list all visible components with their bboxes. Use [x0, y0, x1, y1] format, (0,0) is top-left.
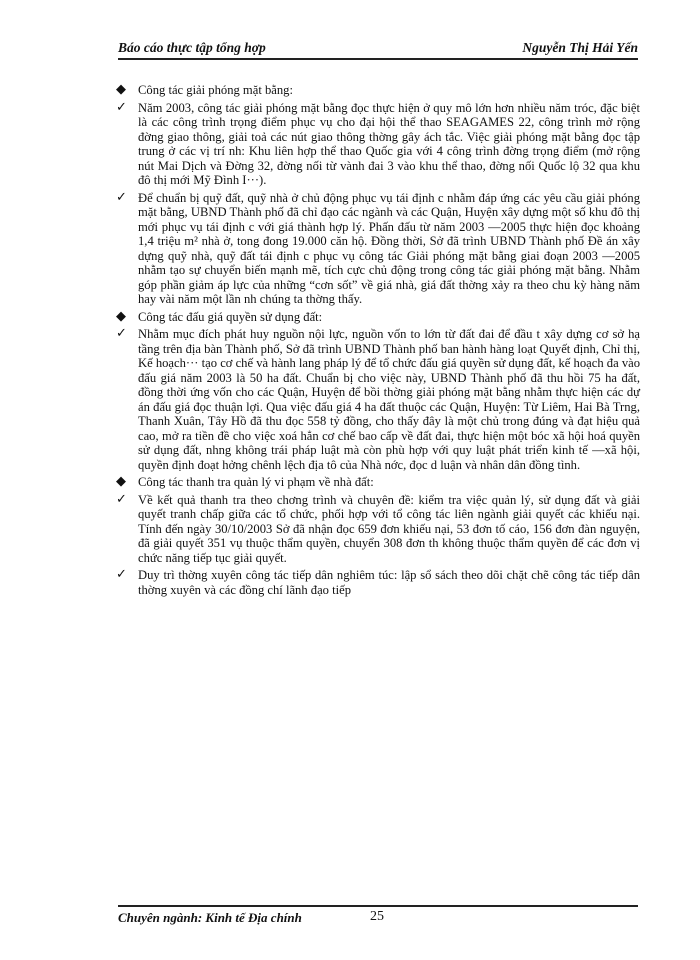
paragraph — [116, 568, 640, 597]
header-report-title: Báo cáo thực tập tổng hợp — [118, 40, 266, 55]
page-number: 25 — [370, 909, 384, 924]
footer-major: Chuyên ngành: Kinh tế Địa chính — [118, 910, 302, 925]
checkmark-icon: ✓ — [116, 326, 127, 341]
heading-text: Công tác đấu giá quyền sử dụng đất: — [138, 309, 323, 324]
diamond-bullet-icon: ◆ — [116, 474, 126, 489]
checkmark-icon: ✓ — [116, 189, 127, 205]
heading-text: Công tác giải phóng mặt bằng: — [138, 83, 293, 97]
checkmark-icon: ✓ — [116, 99, 127, 115]
section-heading — [116, 83, 640, 98]
paragraph — [116, 327, 640, 472]
document-body — [116, 83, 640, 600]
diamond-bullet-icon: ◆ — [116, 82, 126, 97]
paragraph — [116, 191, 640, 307]
paragraph-text: Nhằm mục đích phát huy nguồn nội lực, nguồn vốn to lớn từ đất đai để đầu t xây dựng cơ sở hạ tầng trên địa bàn Thành phố, Sở đã trình UBND Thành phố ban hành hàng loạt Quyết định, Chỉ thị, Kế hoạch··· tạo cơ chế và hành lang pháp lý để tổ chức đấu giá quyền sử dụng đất, kế hoạch đa vào đấu giá năm 2003 là 50 ha đất. Chuẩn bị cho việc này, UBND Thành phố đã thu hồi 75 ha đất, đồng thời ứng vốn cho các Quận, Huyện để bồi thờng giải phóng mặt bằng nhằm thực hiện các dự án đấu giá đọc thuận lợi. Qua việc đấu giá 4 ha đất thuộc các Quận, Huyện: Từ Liêm, Hai Bà Trng, Thanh Xuân, Tây Hồ đã thu đọc 558 tỷ đồng, cho thấy đây là một chủ trong đúng và đạt hiệu quả cao, mở ra tiền đề cho việc xoá hẳn cơ chế bao cấp về đất đai, thực hiện một bóc xã hội hoá quyền sử dụng đất, nhng không trái pháp luật mà còn phù hợp với quy luật phát triển kinh tế —xã hội, quyền định đoạt hởng chênh lệch địa tô của Nhà nớc, đọc d luận và nhân dân đồng tình. — [138, 327, 640, 472]
paragraph — [116, 493, 640, 566]
paragraph-text: Năm 2003, công tác giải phóng mặt bằng đọc thực hiện ở quy mô lớn hơn nhiều năm tróc, đặc biệt là các công trình trọng điểm phục vụ cho đại hội thể thao SEAGAMES 22, công trình mở rộng đờng giao thông, giải toả các nút giao thông thờng gây ách tắc. Việc giải phóng mặt bằng đọc tập trung ở các vị trí nh: Khu liên hợp thể thao Quốc gia với 4 công trình đờng trọng điểm (mở rộng nút Mai Dịch và Đờng 32, đờng nối từ vành đai 3 vào khu thể thao, đờng nối Quốc lộ 32 qua khu đô thị mới Mỹ Đình I···). — [138, 100, 640, 187]
section-heading — [116, 310, 640, 325]
paragraph-text: Về kết quả thanh tra theo chơng trình và chuyên đề: kiểm tra việc quản lý, sử dụng đất và giải quyết tranh chấp giữa các tổ chức, phối hợp với tổ công tác liên ngành giải quyết các khiếu nại. Tính đến ngày 30/10/2003 Sở đã nhận đọc 659 đơn khiếu nại, 53 đơn tố cáo, 156 đơn đàn nguyện, đã giải quyết 351 vụ thuộc thẩm quyền, chuyển 308 đơn th không thuộc thẩm quyền để các đơn vị chức năng tiếp tục giải quyết. — [138, 492, 640, 565]
checkmark-icon: ✓ — [116, 567, 127, 582]
header-author-name: Nguyễn Thị Hải Yến — [522, 40, 638, 55]
section-heading — [116, 475, 640, 490]
page-header — [118, 36, 638, 60]
page-footer — [118, 905, 638, 927]
heading-text: Công tác thanh tra quản lý vi phạm về nhà đất: — [138, 475, 374, 489]
paragraph — [116, 101, 640, 188]
checkmark-icon: ✓ — [116, 491, 127, 507]
paragraph-text: Duy trì thờng xuyên công tác tiếp dân nghiêm túc: lập sổ sách theo dõi chặt chẽ công tác tiếp dân thờng xuyên và các đồng chí lãnh đạo tiếp — [138, 568, 640, 597]
paragraph-text: Để chuẩn bị quỹ đất, quỹ nhà ở chủ động phục vụ tái định c nhằm đáp ứng các yêu cầu giải phóng mặt bằng, UBND Thành phố đã chỉ đạo các ngành và các Quận, Huyện xây dựng một số khu đô thị mới phục vụ tái định c với giá thành hợp lý. Phấn đấu từ năm 2003 —2005 thực hiện đọc khoảng 1,4 triệu m² nhà ở, tong đong 19.000 căn hộ. Đồng thời, Sở đã trình UBND Thành phố Đề án xây dựng quỹ nhà, quỹ đất tái định c phục vụ công tác Giải phóng mặt bằng giai đoạn 2003 —2005 nhằm tạo sự chuyển biến mạnh mẽ, tích cực chủ động trong công tác giải phóng mặt bằng. Nhằm góp phần giảm áp lực của những “cơn sốt” về giá nhà, giá đất thờng xảy ra theo chu kỳ hàng năm hay vài năm một lần nh chúng ta thờng thấy. — [138, 190, 640, 306]
diamond-bullet-icon: ◆ — [116, 308, 126, 324]
